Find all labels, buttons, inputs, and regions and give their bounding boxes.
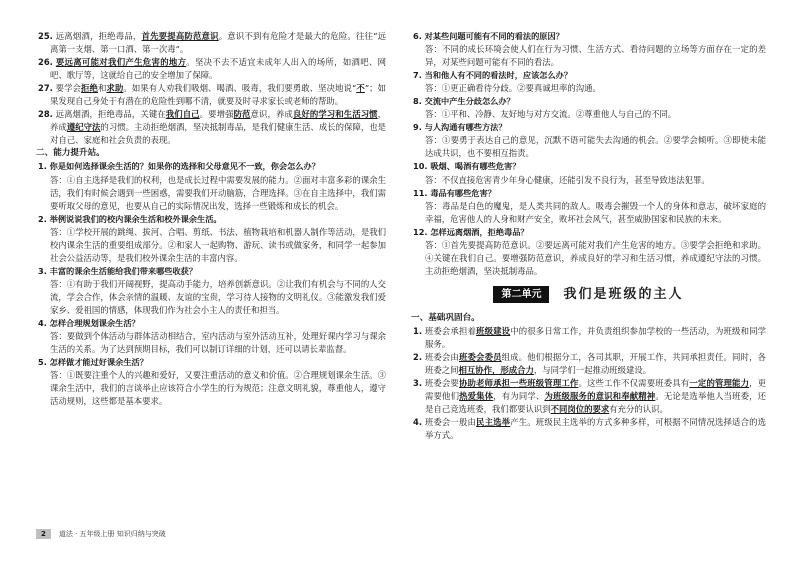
answer: 答：①首先要提高防范意识。②要远离可能对我们产生危害的地方。③要学会拒绝和求助。④关键在我们自己。要增强防范意识，养成良好的学习和生活习惯，养成遵纪守法的习惯。主动拒绝烟酒，坚决抵制毒品。 — [425, 239, 766, 276]
text: ，有为同学、 — [493, 391, 545, 402]
text: 。如果有人劝我们吸烟、喝酒、吸毒，我们要勇敢、坚决地说“ — [123, 83, 357, 94]
question: 9. 与人沟通有哪些方法？ — [413, 122, 507, 133]
text: 。坚决不去不适宜未成年人出入的场所，如酒吧、网吧、歌厅等，这就给自己的安全增加了保障。 — [50, 57, 386, 81]
text: 班委会要 — [422, 378, 459, 389]
left-column — [36, 30, 386, 408]
section-heading: 一、基础巩固台。 — [411, 312, 480, 323]
item-number: 4. — [413, 417, 423, 428]
point-paragraph — [36, 108, 386, 147]
text: 远离烟酒，拒绝毒品，关键在 — [52, 109, 166, 120]
text: ，养成 — [50, 109, 387, 133]
text: 。这些工作不仅需要班委具有 — [578, 378, 690, 389]
answer: 答：要做到个体活动与群体活动相结合，室内活动与室外活动互补，处理好课内学习与课余生活的关系。为了达到预期目标，我们可以制订详细的计划，还可以请长辈监督。 — [50, 331, 386, 355]
point-paragraph — [36, 30, 386, 56]
point-paragraph — [411, 351, 766, 377]
text: 班委会承担着 — [422, 325, 477, 336]
item-number: 25. — [38, 31, 53, 41]
question: 11. 毒品有哪些危害？ — [413, 187, 496, 198]
text: 组成。他们根据分工，各司其职，开展工作，共同承担责任。同时，各班委之间 — [425, 352, 766, 376]
right-column — [411, 30, 766, 442]
item-number: 1. — [413, 325, 423, 336]
answer: 答：不仅直接危害青少年身心健康，还能引发不良行为，甚至导致违法犯罪。 — [425, 174, 710, 185]
text: 中的很多日常工作，并负责组织参加学校的一些活动，为班级和同学服务。 — [425, 325, 767, 349]
key-term: 班委会委员 — [458, 352, 502, 363]
key-term: 首先要提高防范意识 — [141, 31, 219, 41]
text: 班委会由 — [422, 352, 459, 363]
page-number: 2 — [36, 529, 51, 539]
point-paragraph — [411, 325, 766, 351]
key-term: 防范 — [233, 109, 251, 120]
question: 5. 怎样做才能过好课余生活？ — [38, 357, 148, 368]
text: 要学会 — [52, 83, 82, 94]
key-term: 不 — [356, 83, 365, 94]
text: 产生。班级民主选举的方式多种多样，可根据不同情况选择适合的选举方式。 — [425, 417, 767, 441]
text: 。要增强 — [199, 109, 234, 120]
key-term: 拒绝 — [81, 83, 98, 94]
key-term: 求助 — [106, 83, 124, 94]
text: ”；如果发现自己身处于有潜在的危险性到哪不清，就要及时寻求家长或老师的帮助。 — [50, 83, 386, 107]
section-heading: 二、能力提升站。 — [36, 148, 105, 159]
answer: 答：①学校开展的跳绳、拔河、合唱、剪纸、书法、植物栽培和机器人制作等活动，是我们校内课余生活的重要组成部分。②和家人一起购物、游玩、读书或做家务，和同学一起参加社会公益活动等，是我们校外课余生活的丰富内容。 — [50, 226, 386, 263]
unit-title: 我们是班级的主人 — [563, 287, 684, 303]
key-term: 要远离可能对我们产生危害的地方 — [55, 57, 187, 68]
key-term: 相互协作，形成合力 — [458, 365, 534, 376]
question: 8. 交流中产生分歧怎么办？ — [413, 96, 515, 107]
text: 班委会一般由 — [422, 417, 477, 428]
item-number: 3. — [413, 378, 423, 389]
item-number: 26. — [38, 57, 53, 68]
key-term: 良好的学习和生活习惯 — [292, 109, 378, 120]
item-number: 28. — [38, 109, 53, 120]
question: 1. 你是如何选择课余生活的？如果你的选择和父母意见不一致，你会怎么办？ — [38, 161, 320, 172]
answer: 答：①既要注重个人的兴趣和爱好，又要注重活动的意义和价值。②合理规划课余生活。③课余生活中，我们的言谈举止应该符合小学生的行为规范；注意文明礼貌，尊重他人，遵守活动规则，这些都是基本要求。 — [50, 370, 386, 407]
key-term: 热爱集体 — [459, 391, 494, 402]
text: 和 — [97, 83, 107, 94]
text: 的习惯。主动拒绝烟酒，坚决抵制毒品，是我们健康生活、成长的保障，也是对自己、家庭和社会负责的表现。 — [50, 122, 387, 146]
answer: 答：①平和、冷静、友好地与对方交流。②尊重他人与自己的不同。 — [425, 109, 677, 120]
text: 。无论是选举他人当班委，还是自己竞选班委，我们都要认识到 — [425, 391, 767, 415]
point-paragraph — [411, 377, 766, 416]
question: 7. 当和他人有不同的看法时，应该怎么办？ — [413, 70, 573, 81]
answer: 答：不同的成长环境会使人们在行为习惯、生活方式、看待问题的立场等方面存在一定的差异，对某些问题可能有不同的看法。 — [425, 44, 766, 68]
question: 2. 举例说说我们的校内课余生活和校外课余生活。 — [38, 213, 222, 224]
answer: 答：①有助于我们开阔视野，提高动手能力，培养创新意识。②让我们有机会与不同的人交流，学会合作，体会亲情的温暖、友谊的宝贵，学习待人接物的文明礼仪。③能激发我们爱家乡、爱祖国的情感，体现我们作为社会小主人的责任和担当。 — [50, 278, 386, 315]
key-term: 我们自己 — [165, 109, 200, 120]
question: 6. 对某些问题可能有不同的看法的原因？ — [413, 31, 564, 41]
question: 10. 吸烟、喝酒有哪些危害？ — [413, 161, 521, 172]
answer: 答：①要勇于表达自己的意见，沉默不语可能失去沟通的机会。②要学会倾听。③即使未能达成共识，也不要相互指责。 — [425, 135, 766, 159]
item-number: 27. — [38, 83, 53, 94]
unit-tag: 第二单元 — [493, 286, 549, 303]
point-paragraph — [36, 82, 386, 108]
question: 4. 怎样合理规划课余生活？ — [38, 318, 140, 329]
answer: 答：毒品是白色的魔鬼，是人类共同的敌人。吸毒会摧毁一个人的身体和意志，破坏家庭的幸福，危害他人的人身和财产安全，败坏社会风气，甚至威胁国家和民族的未来。 — [425, 200, 766, 224]
key-term: 民主选举 — [476, 417, 511, 428]
footer-text: 道法 · 五年级上册 知识归纳与突破 — [58, 530, 166, 538]
answer: 答：①更正确看待分歧。②要真诚坦率的沟通。 — [425, 83, 601, 94]
key-term: 遵纪守法 — [66, 122, 101, 133]
key-term: 为班级服务的意识和奉献精神 — [544, 391, 656, 402]
text: 远离烟酒，拒绝毒品， — [52, 31, 142, 41]
page-footer — [36, 527, 166, 541]
text: 。意识不到有危险才是最大的危险。往往“远离第一支烟、第一口酒、第一次毒”。 — [50, 31, 386, 55]
item-number: 2. — [413, 352, 423, 363]
unit-banner — [411, 284, 766, 306]
text: ，与同学们一起推动班级建设。 — [533, 365, 652, 376]
key-term: 协助老师承担一些班级管理工作 — [458, 378, 579, 389]
point-paragraph — [36, 56, 386, 82]
answer: 答：①自主选择是我们的权利，也是成长过程中需要发展的能力。②面对丰富多彩的课余生活，我们有时候会遇到一些困惑，需要我们开动脑筋，合理选择。③在自主选择中，我们需要听取父母的意见，也要从自己的实际情况出发，选择一些锻炼和成长的机会。 — [50, 174, 386, 211]
question: 3. 丰富的课余生活能给我们带来哪些收获？ — [38, 265, 198, 276]
text: 有充分的认识。 — [609, 404, 668, 415]
point-paragraph — [411, 416, 766, 442]
text: 意识，养成 — [250, 109, 293, 120]
key-term: 不同岗位的要求 — [550, 404, 610, 415]
key-term: 一定的管理能力 — [689, 378, 750, 389]
text: ，更需要他们 — [425, 378, 767, 402]
key-term: 班级建设 — [476, 325, 511, 336]
question: 12. 怎样远离烟酒，拒绝毒品？ — [413, 226, 529, 237]
